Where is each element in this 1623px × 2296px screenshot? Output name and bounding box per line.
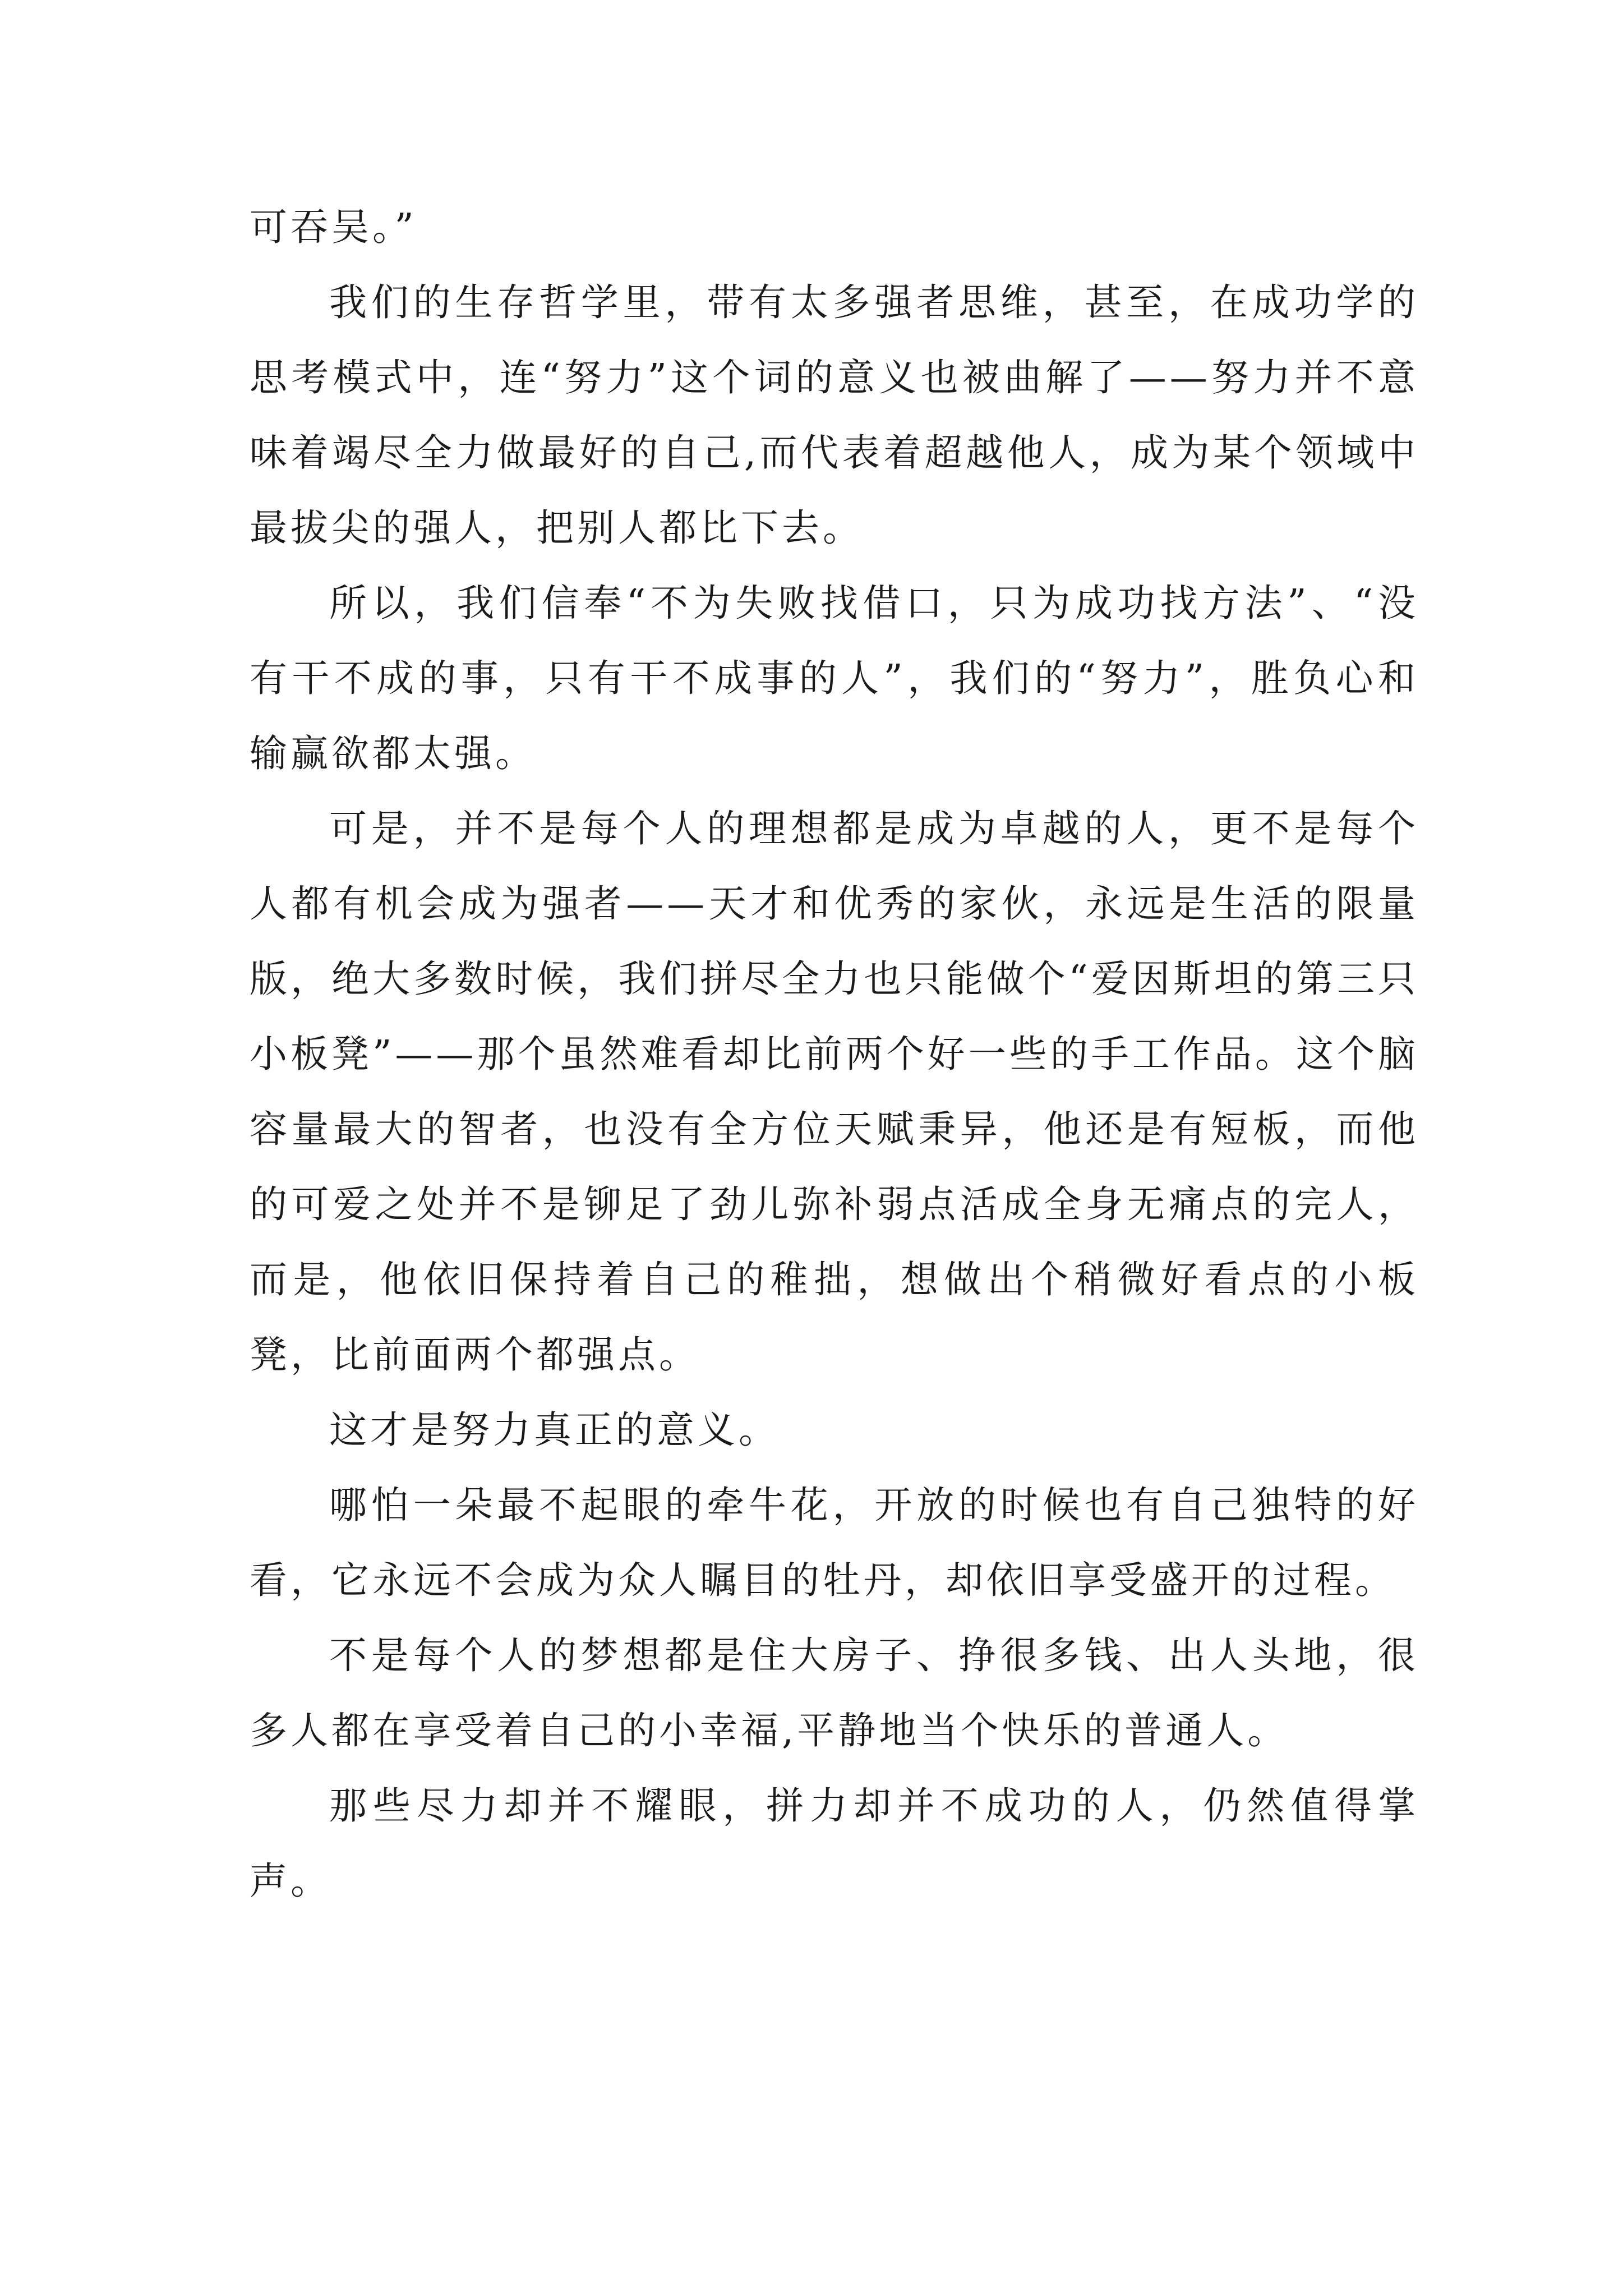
paragraph-5: 这才是努力真正的意义。 — [329, 1408, 780, 1452]
paragraph-6: 哪怕一朵最不起眼的牵牛花，开放的时候也有自己独特的好看，它永远不会成为众人瞩目的牡丹，却依旧享受盛开的过程。 — [250, 1483, 1419, 1602]
paragraph-2: 我们的生存哲学里，带有太多强者思维，甚至，在成功学的思考模式中，连“努力”这个词的意义也被曲解了——努力并不意味着竭尽全力做最好的自己,而代表着超越他人，成为某个领域中最拔尖的强人，把别人都比下去。 — [250, 280, 1419, 550]
paragraph-8: 那些尽力却并不耀眼，拼力却并不成功的人，仍然值得掌声。 — [250, 1784, 1419, 1903]
body-text — [250, 190, 1419, 1918]
paragraph-4: 可是，并不是每个人的理想都是成为卓越的人，更不是每个人都有机会成为强者——天才和优秀的家伙，永远是生活的限量版，绝大多数时候，我们拼尽全力也只能做个“爱因斯坦的第三只小板凳”——那个虽然难看却比前两个好一些的手工作品。这个脑容量最大的智者，也没有全方位天赋秉异，他还是有短板，而他的可爱之处并不是铆足了劲儿弥补弱点活成全身无痛点的完人，而是，他依旧保持着自己的稚拙，想做出个稍微好看点的小板凳，比前面两个都强点。 — [250, 807, 1419, 1377]
paragraph-1: 可吞吴。” — [250, 205, 417, 249]
paragraph-3: 所以，我们信奉“不为失败找借口，只为成功找方法”、“没有干不成的事，只有干不成事的人”，我们的“努力”，胜负心和输赢欲都太强。 — [250, 581, 1419, 775]
paragraph-7: 不是每个人的梦想都是住大房子、挣很多钱、出人头地，很多人都在享受着自己的小幸福,平静地当个快乐的普通人。 — [250, 1634, 1419, 1752]
